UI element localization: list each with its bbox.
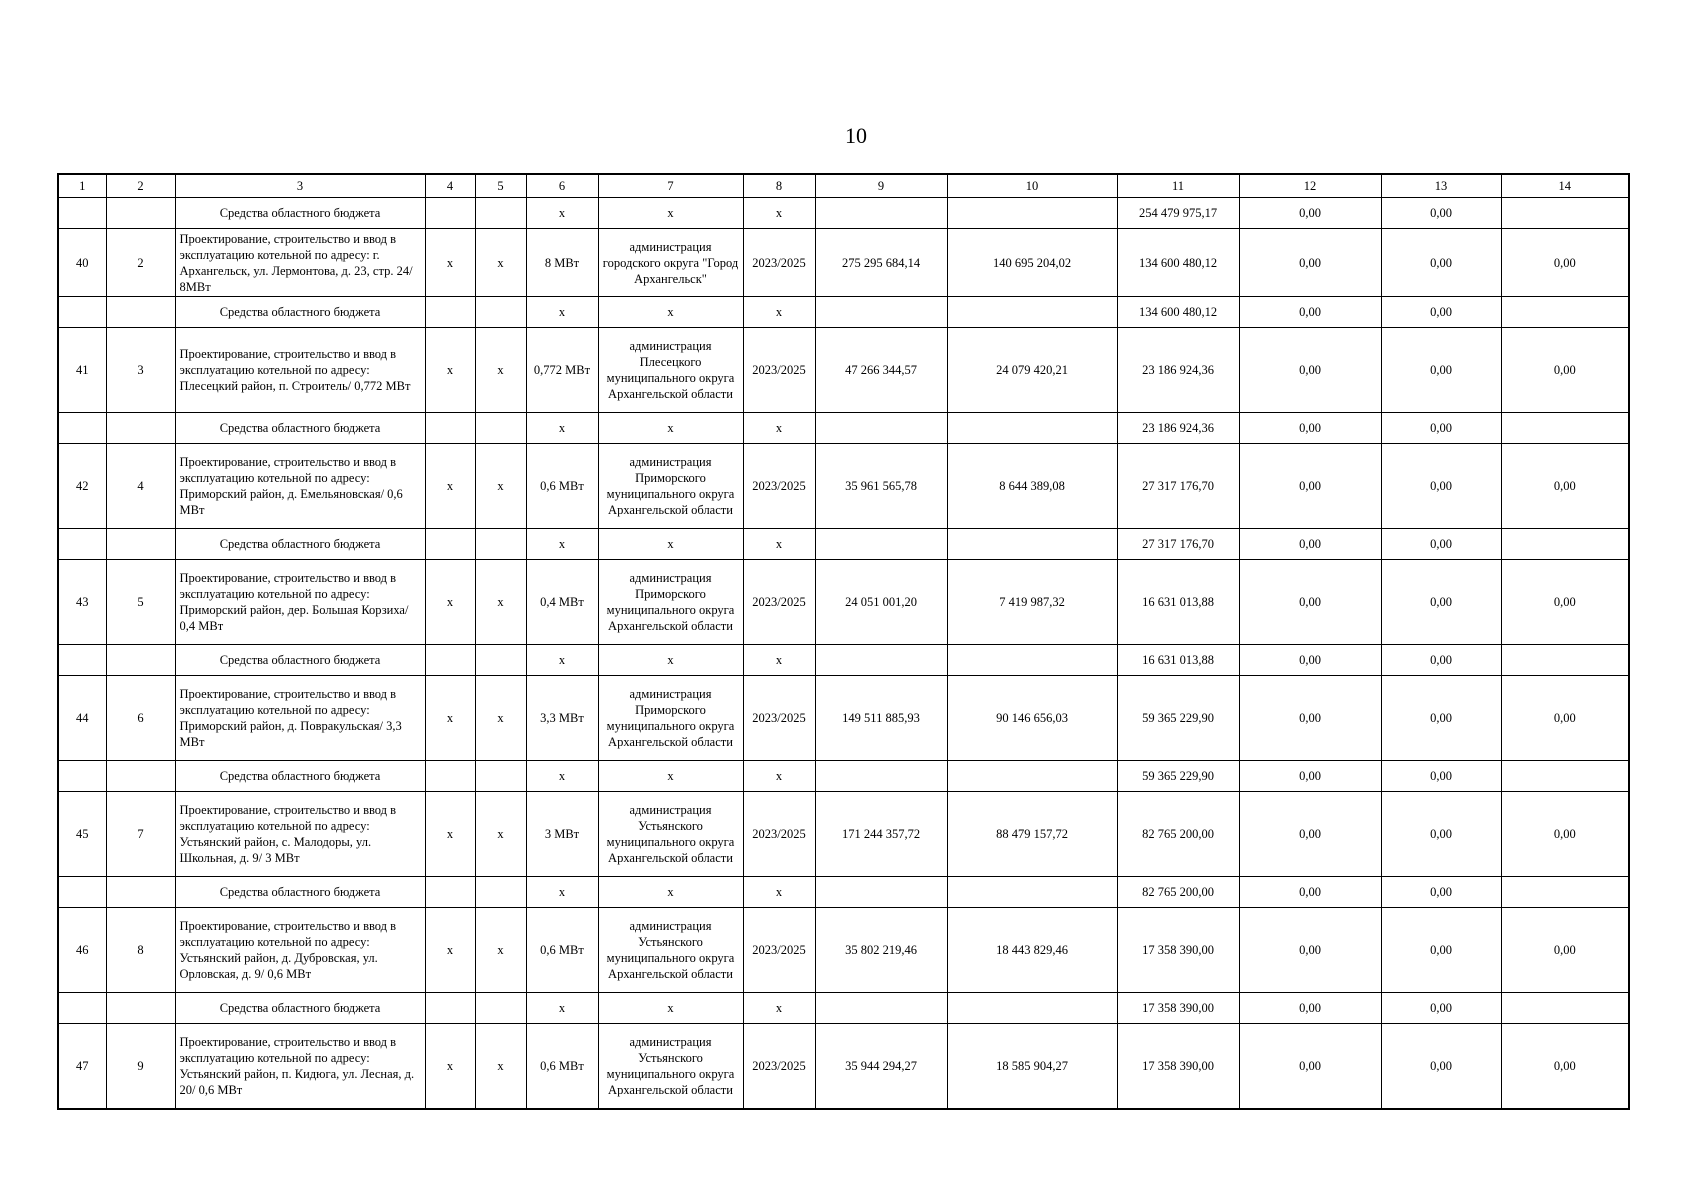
col-13-cell: 0,00: [1381, 529, 1501, 560]
row-number-cell: 47: [58, 1024, 106, 1110]
period-cell: 2023/2025: [743, 444, 815, 529]
responsible-organization-cell: администрация Приморского муниципального округа Архангельской области: [598, 444, 743, 529]
object-name-cell: Проектирование, строительство и ввод в эксплуатацию котельной по адресу: Плесецкий район, п. Строитель/ 0,772 МВт: [175, 328, 425, 413]
col-4-cell: х: [425, 908, 475, 993]
col-5-cell: [475, 645, 526, 676]
capacity-cell: 0,6 МВт: [526, 1024, 598, 1110]
col-12-cell: 0,00: [1239, 444, 1381, 529]
object-name-cell: Средства областного бюджета: [175, 645, 425, 676]
capacity-cell: х: [526, 645, 598, 676]
responsible-organization-cell: х: [598, 993, 743, 1024]
total-cost-cell: [815, 877, 947, 908]
col-14-cell: 0,00: [1501, 229, 1629, 297]
period-cell: х: [743, 198, 815, 229]
responsible-organization-cell: администрация Устьянского муниципального округа Архангельской области: [598, 908, 743, 993]
period-cell: 2023/2025: [743, 908, 815, 993]
col-13-cell: 0,00: [1381, 560, 1501, 645]
period-cell: х: [743, 877, 815, 908]
col-11-cell: 134 600 480,12: [1117, 229, 1239, 297]
col-14-cell: 0,00: [1501, 908, 1629, 993]
column-number-cell: 11: [1117, 174, 1239, 198]
total-cost-cell: 275 295 684,14: [815, 229, 947, 297]
object-name-cell: Проектирование, строительство и ввод в эксплуатацию котельной по адресу: Устьянский район, п. Кидюга, ул. Лесная, д. 20/ 0,6 МВт: [175, 1024, 425, 1110]
col-12-cell: 0,00: [1239, 792, 1381, 877]
sub-number-cell: 2: [106, 229, 175, 297]
col-10-cell: 8 644 389,08: [947, 444, 1117, 529]
col-11-cell: 16 631 013,88: [1117, 645, 1239, 676]
col-10-cell: 90 146 656,03: [947, 676, 1117, 761]
col-13-cell: 0,00: [1381, 877, 1501, 908]
sub-number-cell: 8: [106, 908, 175, 993]
object-name-cell: Проектирование, строительство и ввод в эксплуатацию котельной по адресу: Приморский район, д. Повракульская/ 3,3 МВт: [175, 676, 425, 761]
page-number: 10: [845, 123, 867, 148]
project-row: [58, 1024, 1629, 1110]
col-4-cell: х: [425, 444, 475, 529]
col-10-cell: [947, 877, 1117, 908]
budget-subtotal-row: [58, 198, 1629, 229]
col-5-cell: х: [475, 560, 526, 645]
col-4-cell: [425, 297, 475, 328]
period-cell: 2023/2025: [743, 1024, 815, 1110]
project-row: [58, 560, 1629, 645]
row-number-cell: [58, 645, 106, 676]
col-4-cell: [425, 198, 475, 229]
col-14-cell: [1501, 529, 1629, 560]
period-cell: х: [743, 645, 815, 676]
col-14-cell: [1501, 761, 1629, 792]
project-row: [58, 444, 1629, 529]
col-10-cell: [947, 529, 1117, 560]
total-cost-cell: 171 244 357,72: [815, 792, 947, 877]
responsible-organization-cell: х: [598, 529, 743, 560]
col-14-cell: [1501, 877, 1629, 908]
capacity-cell: х: [526, 761, 598, 792]
total-cost-cell: 47 266 344,57: [815, 328, 947, 413]
column-number-cell: 4: [425, 174, 475, 198]
total-cost-cell: [815, 761, 947, 792]
sub-number-cell: [106, 297, 175, 328]
column-number-cell: 7: [598, 174, 743, 198]
period-cell: х: [743, 413, 815, 444]
responsible-organization-cell: х: [598, 645, 743, 676]
col-5-cell: [475, 993, 526, 1024]
col-4-cell: х: [425, 676, 475, 761]
col-13-cell: 0,00: [1381, 198, 1501, 229]
project-row: [58, 908, 1629, 993]
sub-number-cell: 9: [106, 1024, 175, 1110]
column-number-cell: 14: [1501, 174, 1629, 198]
col-5-cell: [475, 761, 526, 792]
col-5-cell: х: [475, 328, 526, 413]
sub-number-cell: 7: [106, 792, 175, 877]
col-12-cell: 0,00: [1239, 645, 1381, 676]
responsible-organization-cell: администрация Приморского муниципального округа Архангельской области: [598, 676, 743, 761]
col-5-cell: х: [475, 792, 526, 877]
col-5-cell: [475, 297, 526, 328]
responsible-organization-cell: администрация Устьянского муниципального округа Архангельской области: [598, 1024, 743, 1110]
col-11-cell: 59 365 229,90: [1117, 761, 1239, 792]
column-number-cell: 10: [947, 174, 1117, 198]
col-10-cell: 7 419 987,32: [947, 560, 1117, 645]
capacity-cell: 0,6 МВт: [526, 908, 598, 993]
row-number-cell: [58, 993, 106, 1024]
sub-number-cell: [106, 413, 175, 444]
col-11-cell: 17 358 390,00: [1117, 993, 1239, 1024]
col-12-cell: 0,00: [1239, 676, 1381, 761]
col-12-cell: 0,00: [1239, 529, 1381, 560]
budget-subtotal-row: [58, 297, 1629, 328]
col-14-cell: 0,00: [1501, 1024, 1629, 1110]
col-12-cell: 0,00: [1239, 993, 1381, 1024]
row-number-cell: 46: [58, 908, 106, 993]
capacity-cell: х: [526, 198, 598, 229]
col-10-cell: [947, 297, 1117, 328]
capacity-cell: х: [526, 877, 598, 908]
responsible-organization-cell: х: [598, 413, 743, 444]
project-row: [58, 229, 1629, 297]
sub-number-cell: [106, 993, 175, 1024]
responsible-organization-cell: администрация Устьянского муниципального округа Архангельской области: [598, 792, 743, 877]
responsible-organization-cell: х: [598, 761, 743, 792]
row-number-cell: 42: [58, 444, 106, 529]
col-14-cell: [1501, 297, 1629, 328]
sub-number-cell: [106, 198, 175, 229]
row-number-cell: [58, 297, 106, 328]
budget-subtotal-row: [58, 413, 1629, 444]
period-cell: 2023/2025: [743, 676, 815, 761]
total-cost-cell: [815, 529, 947, 560]
responsible-organization-cell: администрация Плесецкого муниципального округа Архангельской области: [598, 328, 743, 413]
column-number-cell: 2: [106, 174, 175, 198]
table-body: [58, 174, 1629, 1109]
object-name-cell: Проектирование, строительство и ввод в эксплуатацию котельной по адресу: Устьянский район, д. Дубровская, ул. Орловская, д. 9/ 0,6 МВт: [175, 908, 425, 993]
col-14-cell: [1501, 198, 1629, 229]
col-10-cell: 18 585 904,27: [947, 1024, 1117, 1110]
period-cell: 2023/2025: [743, 560, 815, 645]
col-4-cell: [425, 993, 475, 1024]
sub-number-cell: 6: [106, 676, 175, 761]
col-5-cell: х: [475, 1024, 526, 1110]
responsible-organization-cell: администрация городского округа "Город Архангельск": [598, 229, 743, 297]
col-11-cell: 27 317 176,70: [1117, 444, 1239, 529]
col-4-cell: [425, 529, 475, 560]
row-number-cell: 40: [58, 229, 106, 297]
column-number-cell: 3: [175, 174, 425, 198]
period-cell: х: [743, 761, 815, 792]
col-11-cell: 27 317 176,70: [1117, 529, 1239, 560]
budget-subtotal-row: [58, 877, 1629, 908]
col-10-cell: 18 443 829,46: [947, 908, 1117, 993]
col-5-cell: х: [475, 676, 526, 761]
row-number-cell: [58, 761, 106, 792]
col-14-cell: 0,00: [1501, 792, 1629, 877]
object-name-cell: Средства областного бюджета: [175, 297, 425, 328]
col-14-cell: 0,00: [1501, 328, 1629, 413]
col-13-cell: 0,00: [1381, 444, 1501, 529]
col-10-cell: 88 479 157,72: [947, 792, 1117, 877]
col-11-cell: 82 765 200,00: [1117, 792, 1239, 877]
object-name-cell: Проектирование, строительство и ввод в эксплуатацию котельной по адресу: Приморский район, дер. Большая Корзиха/ 0,4 МВт: [175, 560, 425, 645]
col-14-cell: 0,00: [1501, 560, 1629, 645]
financing-table: [57, 173, 1630, 1110]
col-11-cell: 254 479 975,17: [1117, 198, 1239, 229]
budget-subtotal-row: [58, 761, 1629, 792]
col-10-cell: [947, 761, 1117, 792]
capacity-cell: 3 МВт: [526, 792, 598, 877]
sub-number-cell: 5: [106, 560, 175, 645]
object-name-cell: Проектирование, строительство и ввод в эксплуатацию котельной по адресу: Приморский район, д. Емельяновская/ 0,6 МВт: [175, 444, 425, 529]
col-4-cell: х: [425, 1024, 475, 1110]
col-10-cell: 24 079 420,21: [947, 328, 1117, 413]
col-4-cell: х: [425, 229, 475, 297]
col-4-cell: х: [425, 328, 475, 413]
col-13-cell: 0,00: [1381, 297, 1501, 328]
period-cell: 2023/2025: [743, 792, 815, 877]
row-number-cell: [58, 529, 106, 560]
project-row: [58, 676, 1629, 761]
col-14-cell: 0,00: [1501, 676, 1629, 761]
col-5-cell: х: [475, 444, 526, 529]
column-number-cell: 13: [1381, 174, 1501, 198]
column-number-cell: 8: [743, 174, 815, 198]
col-12-cell: 0,00: [1239, 297, 1381, 328]
row-number-cell: [58, 877, 106, 908]
total-cost-cell: 35 802 219,46: [815, 908, 947, 993]
row-number-cell: [58, 198, 106, 229]
col-12-cell: 0,00: [1239, 761, 1381, 792]
col-12-cell: 0,00: [1239, 560, 1381, 645]
total-cost-cell: [815, 645, 947, 676]
col-5-cell: х: [475, 908, 526, 993]
sub-number-cell: 3: [106, 328, 175, 413]
col-5-cell: [475, 529, 526, 560]
capacity-cell: х: [526, 993, 598, 1024]
col-12-cell: 0,00: [1239, 1024, 1381, 1110]
col-13-cell: 0,00: [1381, 993, 1501, 1024]
period-cell: х: [743, 993, 815, 1024]
column-number-cell: 9: [815, 174, 947, 198]
row-number-cell: 43: [58, 560, 106, 645]
col-12-cell: 0,00: [1239, 198, 1381, 229]
object-name-cell: Средства областного бюджета: [175, 877, 425, 908]
col-14-cell: [1501, 413, 1629, 444]
object-name-cell: Средства областного бюджета: [175, 198, 425, 229]
col-13-cell: 0,00: [1381, 792, 1501, 877]
col-4-cell: [425, 761, 475, 792]
sub-number-cell: [106, 645, 175, 676]
col-11-cell: 17 358 390,00: [1117, 1024, 1239, 1110]
sub-number-cell: [106, 529, 175, 560]
total-cost-cell: 35 944 294,27: [815, 1024, 947, 1110]
column-number-cell: 12: [1239, 174, 1381, 198]
col-4-cell: [425, 413, 475, 444]
capacity-cell: х: [526, 529, 598, 560]
capacity-cell: 0,4 МВт: [526, 560, 598, 645]
row-number-cell: 45: [58, 792, 106, 877]
total-cost-cell: 35 961 565,78: [815, 444, 947, 529]
col-5-cell: х: [475, 229, 526, 297]
object-name-cell: Проектирование, строительство и ввод в эксплуатацию котельной по адресу: г. Архангельск, ул. Лермонтова, д. 23, стр. 24/ 8МВт: [175, 229, 425, 297]
col-12-cell: 0,00: [1239, 328, 1381, 413]
col-12-cell: 0,00: [1239, 229, 1381, 297]
object-name-cell: Средства областного бюджета: [175, 529, 425, 560]
capacity-cell: 0,6 МВт: [526, 444, 598, 529]
sub-number-cell: [106, 877, 175, 908]
col-10-cell: [947, 645, 1117, 676]
col-13-cell: 0,00: [1381, 328, 1501, 413]
col-4-cell: [425, 877, 475, 908]
total-cost-cell: [815, 993, 947, 1024]
budget-subtotal-row: [58, 529, 1629, 560]
total-cost-cell: 149 511 885,93: [815, 676, 947, 761]
col-10-cell: [947, 413, 1117, 444]
object-name-cell: Средства областного бюджета: [175, 993, 425, 1024]
col-11-cell: 59 365 229,90: [1117, 676, 1239, 761]
col-5-cell: [475, 877, 526, 908]
col-11-cell: 23 186 924,36: [1117, 413, 1239, 444]
period-cell: х: [743, 297, 815, 328]
responsible-organization-cell: х: [598, 297, 743, 328]
col-11-cell: 82 765 200,00: [1117, 877, 1239, 908]
capacity-cell: х: [526, 297, 598, 328]
col-12-cell: 0,00: [1239, 877, 1381, 908]
row-number-cell: 41: [58, 328, 106, 413]
col-4-cell: [425, 645, 475, 676]
total-cost-cell: [815, 198, 947, 229]
col-10-cell: [947, 993, 1117, 1024]
col-13-cell: 0,00: [1381, 676, 1501, 761]
col-13-cell: 0,00: [1381, 645, 1501, 676]
col-5-cell: [475, 413, 526, 444]
responsible-organization-cell: администрация Приморского муниципального округа Архангельской области: [598, 560, 743, 645]
col-13-cell: 0,00: [1381, 761, 1501, 792]
period-cell: 2023/2025: [743, 229, 815, 297]
capacity-cell: 8 МВт: [526, 229, 598, 297]
column-number-row: [58, 174, 1629, 198]
budget-subtotal-row: [58, 645, 1629, 676]
responsible-organization-cell: х: [598, 198, 743, 229]
col-5-cell: [475, 198, 526, 229]
col-13-cell: 0,00: [1381, 229, 1501, 297]
col-11-cell: 23 186 924,36: [1117, 328, 1239, 413]
col-10-cell: 140 695 204,02: [947, 229, 1117, 297]
row-number-cell: 44: [58, 676, 106, 761]
col-13-cell: 0,00: [1381, 1024, 1501, 1110]
project-row: [58, 328, 1629, 413]
col-13-cell: 0,00: [1381, 413, 1501, 444]
period-cell: х: [743, 529, 815, 560]
col-11-cell: 17 358 390,00: [1117, 908, 1239, 993]
col-4-cell: х: [425, 560, 475, 645]
total-cost-cell: [815, 297, 947, 328]
budget-subtotal-row: [58, 993, 1629, 1024]
sub-number-cell: 4: [106, 444, 175, 529]
capacity-cell: х: [526, 413, 598, 444]
col-4-cell: х: [425, 792, 475, 877]
period-cell: 2023/2025: [743, 328, 815, 413]
sub-number-cell: [106, 761, 175, 792]
object-name-cell: Средства областного бюджета: [175, 413, 425, 444]
capacity-cell: 3,3 МВт: [526, 676, 598, 761]
column-number-cell: 1: [58, 174, 106, 198]
col-13-cell: 0,00: [1381, 908, 1501, 993]
col-11-cell: 16 631 013,88: [1117, 560, 1239, 645]
project-row: [58, 792, 1629, 877]
row-number-cell: [58, 413, 106, 444]
total-cost-cell: [815, 413, 947, 444]
column-number-cell: 6: [526, 174, 598, 198]
responsible-organization-cell: х: [598, 877, 743, 908]
col-10-cell: [947, 198, 1117, 229]
col-14-cell: [1501, 645, 1629, 676]
col-12-cell: 0,00: [1239, 908, 1381, 993]
capacity-cell: 0,772 МВт: [526, 328, 598, 413]
col-12-cell: 0,00: [1239, 413, 1381, 444]
object-name-cell: Проектирование, строительство и ввод в эксплуатацию котельной по адресу: Устьянский район, с. Малодоры, ул. Школьная, д. 9/ 3 МВт: [175, 792, 425, 877]
col-14-cell: 0,00: [1501, 444, 1629, 529]
column-number-cell: 5: [475, 174, 526, 198]
total-cost-cell: 24 051 001,20: [815, 560, 947, 645]
object-name-cell: Средства областного бюджета: [175, 761, 425, 792]
col-11-cell: 134 600 480,12: [1117, 297, 1239, 328]
col-14-cell: [1501, 993, 1629, 1024]
